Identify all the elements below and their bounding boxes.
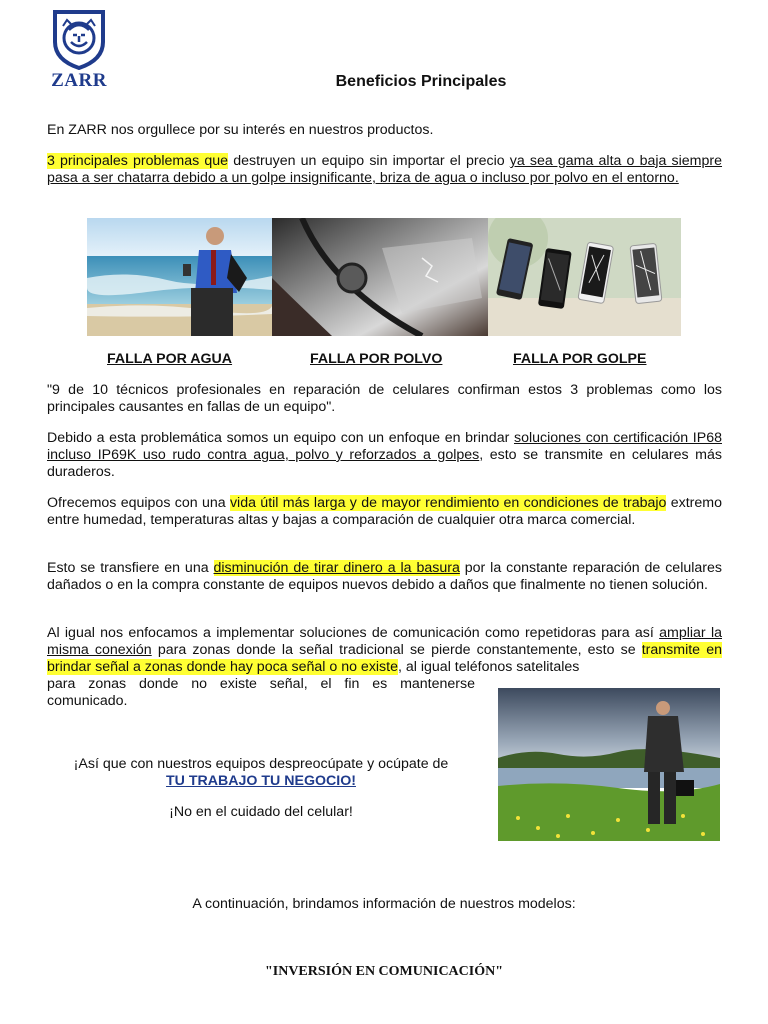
water-photo — [87, 218, 272, 336]
footer-slogan: "INVERSIÓN EN COMUNICACIÓN" — [264, 964, 503, 979]
offer-paragraph — [47, 495, 722, 529]
savings-text: Esto se transfiere en una — [47, 560, 214, 576]
hit-photo — [488, 218, 681, 336]
closing-slogan: TU TRABAJO TU NEGOCIO! — [166, 773, 356, 789]
comms-text-2: para zonas donde la señal tradicional se pierde constantemente, esto se — [151, 642, 642, 658]
closing-line-3: ¡No en el cuidado del celular! — [169, 804, 353, 820]
approach-text-end: , esto se transmite en celulares más duraderos. — [47, 447, 722, 480]
offer-text: Ofrecemos equipos con una — [47, 495, 230, 511]
businessman-photo — [498, 688, 720, 841]
intro-paragraph: En ZARR nos orgullece por su interés en nuestros productos. — [47, 122, 434, 138]
comms-text: Al igual nos enfocamos a implementar soluciones de comunicación como repetidoras para así — [47, 625, 660, 641]
comms-paragraph — [47, 625, 722, 676]
problems-paragraph — [47, 153, 722, 187]
comms-text-3: , al igual teléfonos satelitales — [398, 659, 580, 675]
problems-highlight: 3 principales problemas que — [47, 153, 229, 169]
comms-highlight: transmite en brindar señal a zonas donde hay poca señal o no existe — [47, 642, 722, 675]
brand-name: ZARR — [51, 70, 107, 91]
models-intro: A continuación, brindamos información de nuestros modelos: — [192, 896, 576, 912]
caption-dust: FALLA POR POLVO — [310, 351, 443, 367]
problems-underlined: ya sea gama alta o baja siempre pasa a ser chatarra debido a un golpe insignificante, briza de agua o incluso por polvo en el entorno. — [47, 153, 723, 186]
page-title: Beneficios Principales — [335, 73, 507, 90]
dust-photo — [272, 218, 488, 336]
approach-paragraph — [47, 430, 722, 481]
offer-text-end: extremo entre humedad, temperaturas altas y bajas a comparación de cualquier otra marca comercial. — [47, 495, 722, 528]
approach-text: Debido a esta problemática somos un equipo con un enfoque en brindar — [47, 430, 514, 446]
savings-text-end: por la constante reparación de celulares dañados o en la compra constante de equipos nuevos debido a daños que finalmente no tienen solución. — [47, 560, 722, 593]
caption-hit: FALLA POR GOLPE — [513, 351, 647, 367]
savings-paragraph — [47, 560, 722, 594]
closing-line-1: ¡Así que con nuestros equipos despreocúpate y ocúpate de — [73, 756, 449, 772]
comms-underlined: ampliar la misma conexión — [47, 625, 722, 658]
quote-paragraph: "9 de 10 técnicos profesionales en reparación de celulares confirman estos 3 problemas como los principales causantes en fallas de un equipo". — [47, 382, 722, 415]
comms-paragraph-end: para zonas donde no existe señal, el fin es mantenerse comunicado. — [47, 676, 475, 709]
lion-shield-icon — [51, 8, 107, 70]
problems-text: destruyen un equipo sin importar el precio — [228, 153, 510, 169]
savings-highlight: disminución de tirar dinero a la basura — [213, 560, 460, 576]
approach-underlined: soluciones con certificación IP68 incluso IP69K uso rudo contra agua, polvo y reforzados a golpes — [47, 430, 722, 463]
caption-water: FALLA POR AGUA — [107, 351, 233, 367]
offer-highlight: vida útil más larga y de mayor rendimiento en condiciones de trabajo — [229, 495, 667, 511]
